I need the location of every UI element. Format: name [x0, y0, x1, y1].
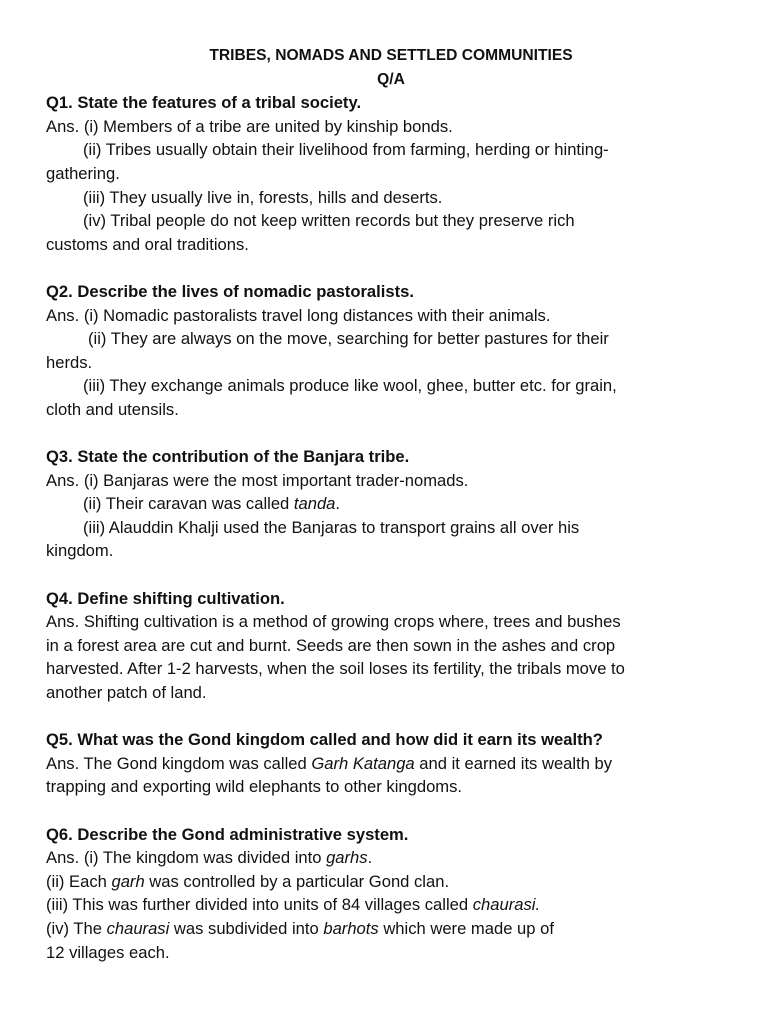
answer-6-point-2-term: garh	[111, 871, 145, 891]
document-subtitle: Q/A	[377, 70, 405, 88]
answer-6-point-2-end: was controlled by a particular Gond clan.	[144, 871, 450, 891]
answer-6-point-1	[46, 846, 736, 870]
answer-6-point-1-text: Ans. (i) The kingdom was divided into	[46, 848, 327, 868]
answer-4-line-2: in a forest area are cut and burnt. Seeds are then sown in the ashes and crop	[46, 635, 616, 655]
document-page	[46, 44, 736, 988]
answer-1-point-2: (ii) Tribes usually obtain their livelihood from farming, herding or hinting-	[83, 140, 609, 160]
question-3: Q3. State the contribution of the Banjara tribe.	[46, 447, 410, 467]
qa-block-5	[46, 728, 736, 799]
answer-6-point-2-text: (ii) Each	[46, 871, 112, 891]
answer-6-point-4-mid: was subdivided into	[169, 918, 324, 938]
answer-3-point-2-term: tanda	[293, 494, 336, 514]
answer-4-line-3: harvested. After 1-2 harvests, when the soil loses its fertility, the tribals move to	[46, 659, 625, 679]
answer-3-point-3-cont: kingdom.	[46, 541, 114, 561]
answer-2-point-3-cont: cloth and utensils.	[46, 399, 179, 419]
qa-block-2	[46, 280, 736, 422]
answer-6-point-2	[46, 870, 736, 894]
answer-6-point-3-term: chaurasi.	[472, 895, 541, 915]
answer-6-point-4-term-1: chaurasi	[106, 918, 170, 938]
answer-6-point-4	[46, 917, 736, 941]
answer-6-point-3	[46, 893, 736, 917]
answer-6-point-4-text: (iv) The	[46, 918, 107, 938]
answer-4-line-4: another patch of land.	[46, 683, 207, 703]
answer-1-point-4-cont: customs and oral traditions.	[46, 234, 249, 254]
answer-3-point-2	[46, 492, 736, 516]
qa-block-3	[46, 445, 736, 563]
document-title: TRIBES, NOMADS AND SETTLED COMMUNITIES	[209, 47, 573, 64]
question-1: Q1. State the features of a tribal society.	[46, 93, 362, 113]
answer-1-point-3: (iii) They usually live in, forests, hills and deserts.	[83, 187, 443, 207]
answer-3-point-2-text: (ii) Their caravan was called	[83, 494, 294, 514]
answer-1-point-1: Ans. (i) Members of a tribe are united by kinship bonds.	[46, 116, 453, 136]
answer-2-point-3: (iii) They exchange animals produce like wool, ghee, butter etc. for grain,	[83, 376, 617, 396]
answer-3-point-3: (iii) Alauddin Khalji used the Banjaras to transport grains all over his	[83, 517, 580, 537]
answer-6-point-4-end: which were made up of	[378, 918, 554, 938]
answer-4-line-1: Ans. Shifting cultivation is a method of growing crops where, trees and bushes	[46, 612, 621, 632]
question-6: Q6. Describe the Gond administrative system.	[46, 824, 409, 844]
qa-block-4	[46, 587, 736, 705]
answer-6-point-1-end: .	[367, 848, 373, 868]
answer-5-line-1	[46, 752, 736, 776]
qa-block-1	[46, 91, 736, 256]
question-5: Q5. What was the Gond kingdom called and how did it earn its wealth?	[46, 730, 603, 750]
qa-block-6	[46, 823, 736, 965]
answer-1-point-4: (iv) Tribal people do not keep written records but they preserve rich	[83, 211, 575, 231]
answer-1-point-2-cont: gathering.	[46, 163, 120, 183]
answer-5-line-2: trapping and exporting wild elephants to other kingdoms.	[46, 777, 463, 797]
answer-2-point-2-cont: herds.	[46, 352, 93, 372]
answer-5-line-1-term: Garh Katanga	[311, 753, 415, 773]
answer-3-point-1: Ans. (i) Banjaras were the most important trader-nomads.	[46, 470, 469, 490]
answer-6-point-4-term-2: barhots	[323, 918, 379, 938]
answer-3-point-2-end: .	[335, 494, 341, 514]
question-2: Q2. Describe the lives of nomadic pastoralists.	[46, 281, 414, 301]
answer-6-point-3-text: (iii) This was further divided into units of 84 villages called	[46, 895, 473, 915]
answer-6-point-4-cont: 12 villages each.	[46, 942, 170, 962]
question-4: Q4. Define shifting cultivation.	[46, 588, 285, 608]
answer-2-point-1: Ans. (i) Nomadic pastoralists travel long distances with their animals.	[46, 305, 551, 325]
answer-6-point-1-term: garhs	[326, 848, 368, 868]
answer-5-line-1-end: and it earned its wealth by	[414, 753, 613, 773]
answer-2-point-2: (ii) They are always on the move, searching for better pastures for their	[88, 329, 609, 349]
answer-5-line-1-text: Ans. The Gond kingdom was called	[46, 753, 312, 773]
